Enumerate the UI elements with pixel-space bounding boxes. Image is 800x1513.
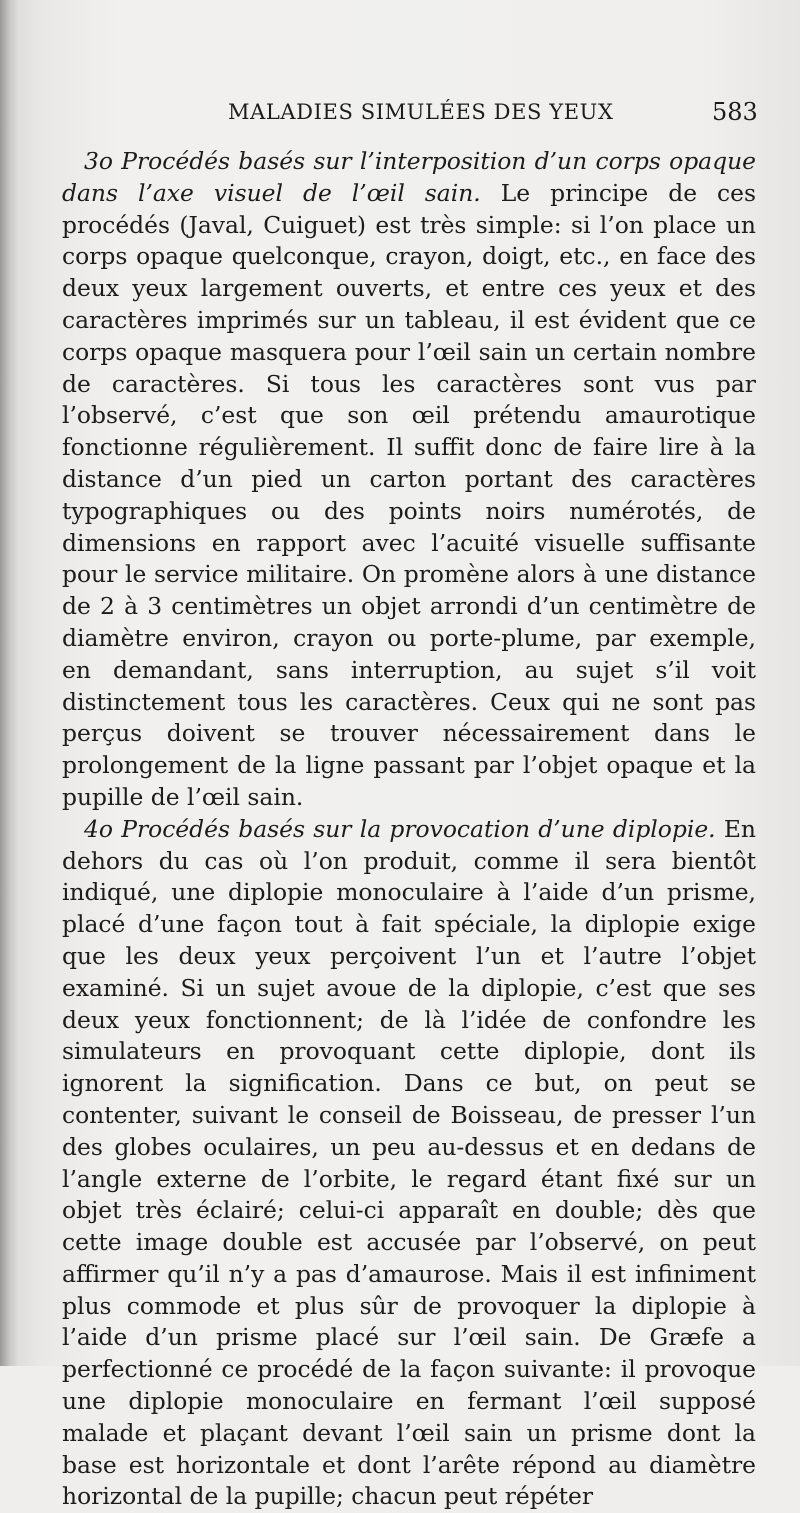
section-4-heading: 4o Procédés basés sur la provocation d’une diplopie. <box>84 814 716 843</box>
section-4-text: En dehors du cas où l’on produit, comme il sera bientôt indiqué, une diplopie monoculaire à l’aide d’un prisme, placé d’une façon tout à fait spéciale, la diplopie exige que les deux yeux perçoivent l’un et l’autre l’objet examiné. Si un sujet avoue de la diplopie, c’est que ses deux yeux fonctionnent; de là l’idée de confondre les simulateurs en provoquant cette diplopie, dont ils ignorent la signification. Dans ce but, on peut se contenter, suivant le conseil de Boisseau, de presser l’un des globes oculaires, un peu au-dessus et en dedans de l’angle externe de l’orbite, le regard étant fixé sur un objet très éclairé; celui-ci apparaît en double; dès que cette image double est accusée par l’observé, on peut affirmer qu’il n’y a pas d’amaurose. Mais il est infiniment plus commode et plus sûr de provoquer la diplopie à l’aide d’un prisme placé sur l’œil sain. De Græfe a perfectionné ce procédé de la façon suivante: il provoque une diplopie monoculaire en fermant l’œil supposé malade et plaçant devant l’œil sain un prisme dont la base est horizontale et dont l’arête répond au diamètre horizontal de la pupille; chacun peut répéter <box>62 814 756 1511</box>
running-title: MALADIES SIMULÉES DES YEUX <box>228 100 614 124</box>
paragraph-section-3 <box>62 146 756 814</box>
page-header <box>0 96 800 136</box>
binding-gutter-shadow <box>0 0 18 1366</box>
body-text <box>62 146 756 1513</box>
page-number: 583 <box>712 98 758 126</box>
section-3-heading: 3o Procédés basés sur l’interposition d’un corps opaque dans l’axe visuel de l’œil sain. <box>62 147 756 207</box>
section-3-text: Le principe de ces procédés (Javal, Cuiguet) est très simple: si l’on place un corps opaque quelconque, crayon, doigt, etc., en face des deux yeux largement ouverts, et entre ces yeux et des caractères imprimés sur un tableau, il est évident que ce corps opaque masquera pour l’œil sain un certain nombre de caractères. Si tous les caractères sont vus par l’observé, c’est que son œil prétendu amaurotique fonctionne régulièrement. Il suffit donc de faire lire à la distance d’un pied un carton portant des caractères typographiques ou des points noirs numérotés, de dimensions en rapport avec l’acuité visuelle suffisante pour le service militaire. On promène alors à une distance de 2 à 3 centimètres un objet arrondi d’un centimètre de diamètre environ, crayon ou porte-plume, par exemple, en demandant, sans interruption, au sujet s’il voit distinctement tous les caractères. Ceux qui ne sont pas perçus doivent se trouver nécessairement dans le prolongement de la ligne passant par l’objet opaque et la pupille de l’œil sain. <box>62 178 756 811</box>
paragraph-section-4 <box>62 814 756 1513</box>
